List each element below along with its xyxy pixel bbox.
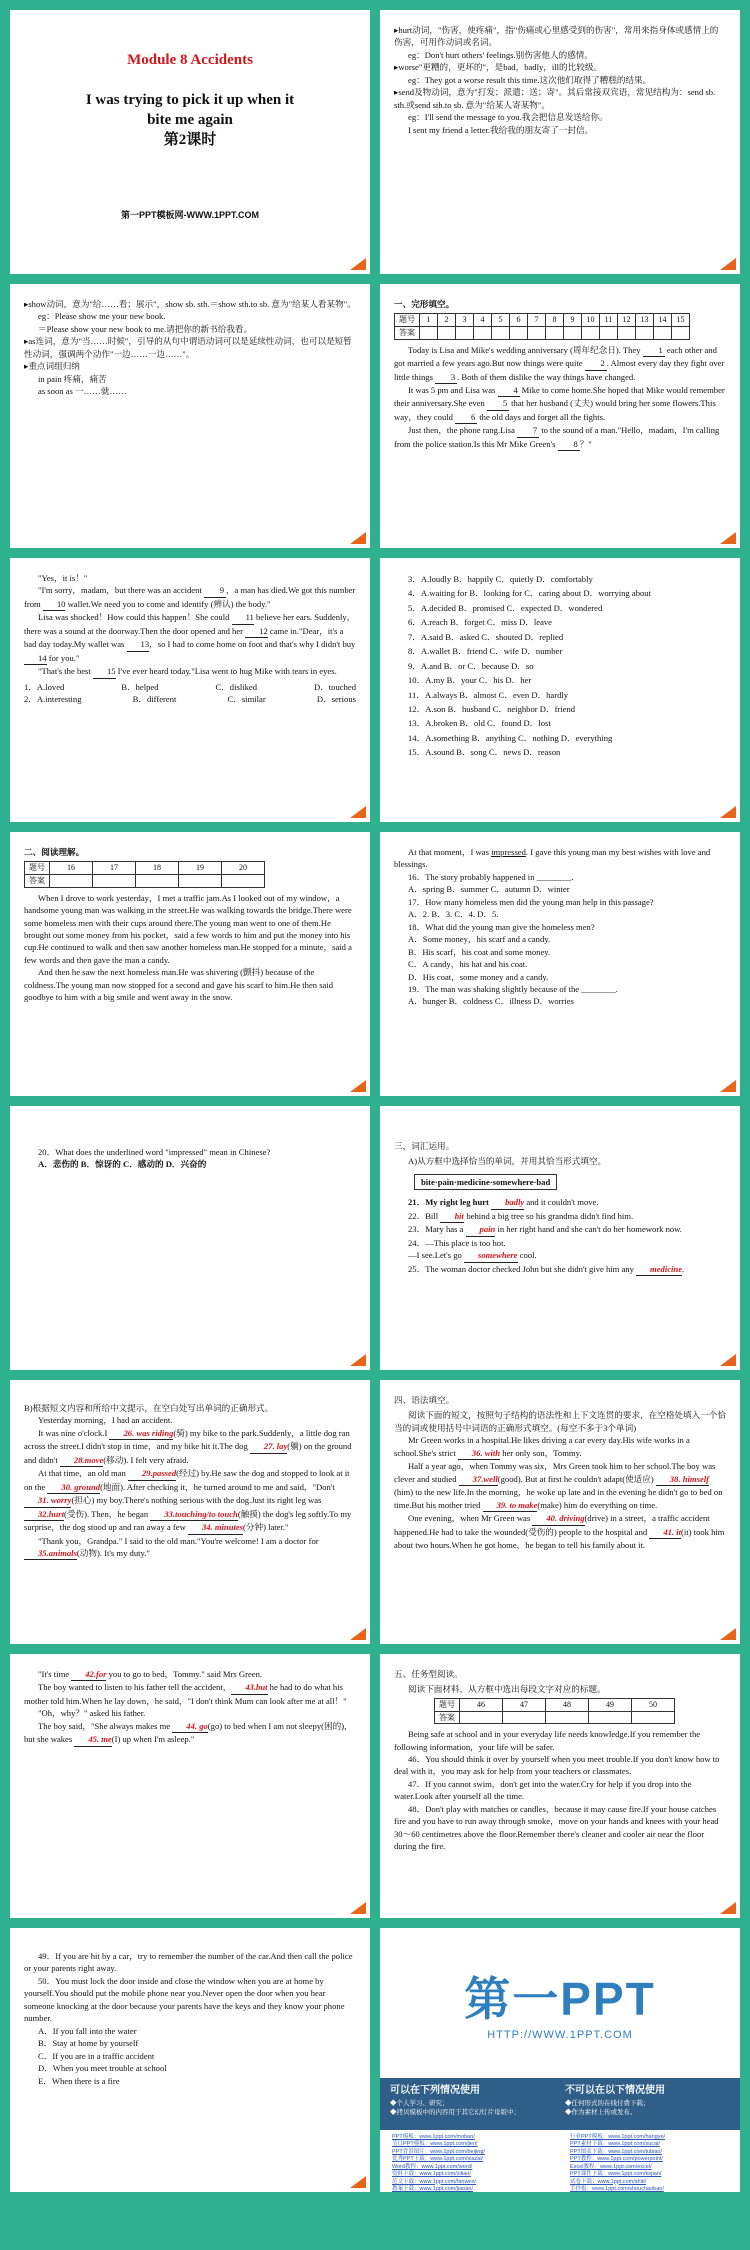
title-line-1: I was trying to pick it up when it (85, 91, 295, 108)
passage-paragraph-2: At that time，an old man 29.passed(经过) by.He saw the dog and stopped to look at it on the 30. ground(地面). After checking it，he turned around to me and said，"Don't 31. worry(担心) my boy.There's nothing serious with the dog.Just its right leg was 32.hurt(受伤). Then，he began 33.touching/to touch(触摸) the dog's leg softly.To my surprise，the dog stood up and ran away a few 34. minutes(分钟) later." (24, 1467, 356, 1534)
item-21: 21．My right leg hurt badly and it couldn't move. (394, 1196, 726, 1209)
underlined-word: impressed (491, 847, 526, 857)
table-number-cell: 10 (582, 314, 600, 327)
corner-decoration (720, 1628, 736, 1640)
corner-decoration (350, 1628, 366, 1640)
brand-logo: 第一PPT (464, 1973, 656, 2025)
lesson-number: 第2课时 (163, 132, 217, 149)
slide-reading-2 (380, 832, 740, 1096)
brand-header (380, 1928, 740, 2078)
option-line: 14．A.something B．anything C．nothing D．everything (408, 732, 613, 743)
cloze-paragraph-5: "I'm sorry，madam，but there was an accident 9 ，a man has died.We got this number from 10 wallet.We need you to come and identify (辨认) the body." (24, 584, 356, 611)
slide-reading-3 (10, 1106, 370, 1370)
table-number-cell: 4 (474, 314, 492, 327)
slide-vocab-exercise-b (10, 1380, 370, 1644)
link-list (380, 2130, 740, 2192)
corner-decoration (350, 1902, 366, 1914)
cloze-paragraph-6: Lisa was shocked！How could this happen！She could 11 believe her ears. Suddenly，there was a sound at the doorway.Then the door opened and her 12 came in."Dear，it's a bad day today.My wallet was 13，so I had to come home on foot and that's why I didn't buy 14 for you." (24, 611, 356, 665)
resource-link[interactable]: PPT背景图片：www.1ppt.com/beijing/ (392, 2148, 485, 2155)
table-answer-cell[interactable] (636, 327, 654, 340)
table-answer-cell[interactable] (456, 327, 474, 340)
option-line: 4．A.waiting for B．looking for C．caring about D．worrying about (408, 588, 651, 599)
lesson-title (24, 90, 356, 151)
resource-link[interactable]: 试卷下载：www.1ppt.com/shiti/ (570, 2178, 647, 2185)
allowed-usage: 可以在下列情况使用 ◆个人学习、研究； ◆拷贝模板中的内容用于其它幻灯片母版中； (390, 2085, 520, 2116)
option-c: C．If you are in a traffic accident (38, 2050, 155, 2061)
table-answer-cell[interactable] (528, 327, 546, 340)
question-17: 17．How many homeless men did the young man help in this passage? (408, 896, 654, 907)
corner-decoration (720, 806, 736, 818)
section-instruction: 阅读下面的短文，按照句子结构的语法性和上下文连贯的要求，在空格处填入一个恰当的词或使用括号中词语的正确形式填空。(每空不多于3个单词) (394, 1410, 726, 1433)
question-16: 16．The story probably happened in ________． (408, 871, 580, 882)
table-answer-cell[interactable] (632, 1711, 675, 1724)
passage-line-1: Yesterday morning，I had an accident. (38, 1415, 173, 1426)
option-18d: D．His coat，some money and a candy. (408, 971, 549, 982)
option-line: 8．A.wallet B．friend C．wife D．number (408, 646, 563, 657)
resource-link[interactable]: PPT模板：www.1ppt.com/moban/ (392, 2134, 475, 2140)
slide-vocab-exercise-a (380, 1106, 740, 1370)
example-send-2: I sent my friend a letter.我给我的朋友寄了一封信。 (408, 124, 594, 135)
phrase-heading: ▸重点词组归纳 (24, 361, 80, 372)
section-instruction: A)从方框中选择恰当的单词，并用其恰当形式填空。 (408, 1156, 607, 1167)
table-number-cell: 8 (546, 314, 564, 327)
table-number-cell: 20 (222, 862, 265, 875)
corner-decoration (720, 532, 736, 544)
table-answer-cell[interactable] (460, 1711, 503, 1724)
table-answer-cell[interactable] (50, 875, 93, 888)
option-line: 9．A.and B．or C．because D．so (408, 660, 534, 671)
resource-link[interactable]: PPT素材下载：www.1ppt.com/sucai/ (570, 2141, 660, 2148)
answer-table (434, 1698, 675, 1724)
table-answer-cell[interactable] (546, 327, 564, 340)
table-number-cell: 7 (528, 314, 546, 327)
slide-title (10, 10, 370, 274)
resource-link[interactable]: 教案下载：www.1ppt.com/jiaoan/ (392, 2185, 473, 2192)
options-20: A．悲伤的 B．惊讶的 C．感动的 D．兴奋的 (38, 1159, 207, 1170)
table-header-label: 题号 (435, 1698, 460, 1711)
title-line-2: bite me again (147, 112, 233, 128)
option-line: 3．A.loudly B．happily C．quietly D．comfortably (408, 574, 593, 584)
slide-task-reading-1 (380, 1654, 740, 1918)
option-line: 7．A.said B．asked C．shouted D．replied (408, 631, 564, 642)
table-header-label: 题号 (395, 314, 420, 327)
table-number-cell: 17 (93, 862, 136, 875)
table-answer-cell[interactable] (474, 327, 492, 340)
table-answer-cell[interactable] (654, 327, 672, 340)
table-number-cell: 18 (136, 862, 179, 875)
options-list (394, 572, 726, 760)
slide-grammar-2 (10, 1654, 370, 1918)
option-e: E．When there is a fire (38, 2075, 120, 2086)
example-hurt: eg：Don't hurt others' feelings.别伤害他人的感情。 (408, 49, 593, 60)
grammar-paragraph-5: The boy wanted to listen to his father tell the accident， 43.but he had to do what his mother told him.When he lay down，he said，"I don't think Mum can look after me at all！" (24, 1682, 347, 1706)
corner-decoration (350, 258, 366, 270)
answer-table (394, 313, 690, 339)
table-answer-label: 答案 (395, 327, 420, 340)
item-24-reply: —I see.Let's go somewhere cool. (394, 1249, 726, 1262)
grammar-paragraph-4: "It's time 42.for you to go to bed，Tommy." said Mrs Green. (24, 1668, 356, 1681)
example-show-2: ＝Please show your new book to me.请把你的新书给我看。 (38, 323, 253, 334)
resource-link[interactable]: 行业PPT模板：www.1ppt.com/hangye/ (570, 2134, 666, 2140)
section-heading: 一、完形填空。 (394, 299, 455, 309)
corner-decoration (350, 532, 366, 544)
cloze-paragraph-2: It was 5 pm and Lisa was 4 Mike to come home.She hoped that Mike would remember their anniversary.She even 5 that her husband (丈夫) would bring her some flowers.This way，they could 6 the old days and forget all the fights. (394, 384, 726, 424)
table-number-cell: 48 (546, 1698, 589, 1711)
option-line: 6．A.reach B．forget C．miss D．leave (408, 617, 552, 628)
table-answer-cell[interactable] (136, 875, 179, 888)
grammar-paragraph-2: Half a year ago，when Tommy was six，Mrs Green took him to her school.The boy was clever and studied 37.well(good). But at first he couldn't adapt(使适应) 38. himself(him) to the new life.In the morning，he woke up late and in the evening he didn't go to bed on time.But his mother tried 39. to make(make) him do everything on time. (394, 1460, 726, 1512)
resource-link[interactable]: 资料下载：www.1ppt.com/ziliao/ (392, 2171, 471, 2178)
note-worse: ▸worse"更糟的，更坏的"，是bad，badly，ill的比较级。 (394, 62, 603, 73)
table-answer-cell[interactable] (546, 1711, 589, 1724)
table-number-cell: 46 (460, 1698, 503, 1711)
option-line: 5．A.decided B．promised C．expected D．wondered (408, 602, 603, 613)
options-17: A．2. B．3. C．4. D．5. (408, 909, 499, 920)
question-1-options: 1．A.loved B．helped C．disliked D．touched (24, 681, 356, 692)
table-number-cell: 14 (654, 314, 672, 327)
reading-paragraph-2: And then he saw the next homeless man.He was shivering (颤抖) because of the coldness.The young man now stopped for a second and gave his scarf to him.He then said goodbye to him with a big smile and went away in the snow. (24, 967, 334, 1003)
table-number-cell: 2 (438, 314, 456, 327)
resource-link[interactable]: PPT教程：www.1ppt.com/powerpoint/ (570, 2156, 663, 2163)
passage-paragraph-1: It was nine o'clock.I 26. was riding(骑) my bike to the park.Suddenly，a little dog ran across the street.I didn't stop in time，and my bike hit it.The dog 27. lay(躺) on the ground and didn't 28.move(移动). I felt very afraid. (24, 1427, 356, 1467)
section-instruction: B)根据短文内容和所给中文提示，在空白处写出单词的正确形式。 (24, 1403, 274, 1413)
table-answer-cell[interactable] (589, 1711, 632, 1724)
item-22: 22．Bill bit behind a big tree so his grandma didn't find him. (394, 1210, 726, 1223)
corner-decoration (720, 1902, 736, 1914)
table-number-cell: 19 (179, 862, 222, 875)
section-heading: 五、任务型阅读。 (394, 1669, 463, 1679)
table-number-cell: 11 (600, 314, 618, 327)
word-box: bite·pain·medicine·somewhere·bad (414, 1174, 557, 1190)
section-heading: 三，词汇运用。 (394, 1141, 455, 1151)
table-number-cell: 9 (564, 314, 582, 327)
usage-bar (380, 2078, 740, 2130)
passage-paragraph-3: "Thank you，Grandpa." I said to the old man."You're welcome! I am a doctor for 35.animals(动物). It's my duty." (24, 1535, 356, 1561)
question-18: 18．What did the young man give the homeless men? (408, 921, 595, 932)
table-number-cell: 50 (632, 1698, 675, 1711)
resource-link[interactable]: 手抄报：www.1ppt.com/shouchaobao/ (570, 2185, 664, 2192)
option-line: 10．A.my B．your C．his D．her (408, 675, 532, 686)
slide-brand (380, 1928, 740, 2192)
option-line: 12．A.son B．husband C．neighbor D．friend (408, 703, 576, 714)
item-25: 25．The woman doctor checked John but she didn't give him any medicine. (394, 1263, 726, 1276)
phrase-as-soon-as: as soon as 一……就…… (38, 386, 127, 397)
answer-table (24, 861, 265, 887)
options-19: A．hunger B．coldness C．illness D．worries (408, 996, 574, 1007)
module-title: Module 8 Accidents (127, 52, 253, 68)
slide-cloze-1 (380, 284, 740, 548)
table-header-label: 题号 (25, 862, 50, 875)
task-paragraph-48: 48．Don't play with matches or candles，because it may cause fire.If your house catches fire and you have to run away through smoke，move on your hands and knees with your head 30～60 centimetres above the floor.Remember there's cleaner and cooler air near the floor during the fire. (394, 1803, 719, 1852)
corner-decoration (350, 1080, 366, 1092)
table-number-cell: 3 (456, 314, 474, 327)
grammar-paragraph-6: "Oh，why？" asked his father. (38, 1708, 146, 1719)
cloze-paragraph-7: "That's the best 15 I've ever heard today."Lisa went to hug Mike with tears in eyes. (24, 665, 356, 678)
table-number-cell: 16 (50, 862, 93, 875)
resource-link[interactable]: 范文下载：www.1ppt.com/fanwen/ (392, 2178, 477, 2185)
slide-task-reading-2 (10, 1928, 370, 2192)
task-paragraph-46: 46．You should think it over by yourself when you meet trouble.If you don't know how to deal with it，you may ask for help from your teachers or classmates. (394, 1754, 720, 1777)
note-show: ▸show动词，意为"给……看；展示"，show sb. sth.＝show sth.to sb. 意为"给某人看某物"。 (24, 299, 356, 309)
table-number-cell: 13 (636, 314, 654, 327)
table-number-cell: 47 (503, 1698, 546, 1711)
slide-reading-1 (10, 832, 370, 1096)
section-heading: 四、语法填空。 (394, 1395, 455, 1405)
question-19: 19．The man was shaking slightly because of the ________. (408, 983, 618, 994)
grammar-paragraph-1: Mr Green works in a hospital.He likes driving a car every day.His wife works in a school.She's strict 36. with her only son，Tommy. (394, 1434, 726, 1460)
resource-link[interactable]: 优秀PPT下载：www.1ppt.com/xiazai/ (392, 2156, 484, 2163)
option-a: A．If you fall into the water (38, 2025, 137, 2036)
options-16: A．spring B．summer C．autumn D．winter (408, 884, 570, 895)
table-number-cell: 1 (420, 314, 438, 327)
task-paragraph-47: 47．If you cannot swim，don't get into the water.Cry for help if you drop into the water.Look after yourself all the time. (394, 1778, 692, 1802)
corner-decoration (720, 1080, 736, 1092)
option-line: 11．A.always B．almost C．even D．hardly (408, 689, 569, 700)
table-number-cell: 49 (589, 1698, 632, 1711)
option-b: B．Stay at home by yourself (38, 2038, 139, 2049)
table-answer-cell[interactable] (222, 875, 265, 888)
resource-link[interactable]: PPT课件下载：www.1ppt.com/kejian/ (570, 2171, 662, 2178)
resource-link[interactable]: 节日PPT模板：www.1ppt.com/jieri/ (392, 2141, 478, 2148)
table-number-cell: 5 (492, 314, 510, 327)
option-line: 13．A.broken B．old C．found D．lost (408, 718, 551, 729)
table-answer-cell[interactable] (564, 327, 582, 340)
reading-paragraph-3: At that moment，I was impressed. I gave this young man my best wishes with love and blessings. (394, 847, 711, 870)
table-number-cell: 6 (510, 314, 528, 327)
corner-decoration (350, 2176, 366, 2188)
slide-cloze-2 (10, 558, 370, 822)
question-2-options: 2．A.interesting B．different C．similar D．serious (24, 694, 356, 705)
table-answer-label: 答案 (435, 1711, 460, 1724)
table-answer-cell[interactable] (179, 875, 222, 888)
table-answer-cell[interactable] (438, 327, 456, 340)
note-hurt: ▸hurt动词，"伤害，使疼痛"，指"伤痛或心里感受到的伤害"，常用来指身体或感情上的伤害，可用作动词或名词。 (394, 25, 719, 48)
reading-paragraph-1: When I drove to work yesterday，I met a traffic jam.As I looked out of my window，a handsome young man was walking in the street.He was walking towards the bridge.There were some homeless men with their cups around there.The young man went to one of them.He brought out some money from his pocket，said a few words to him and put the money into his cup.He continued to walk and then saw another homeless man.He stopped for a minute，said a few words and then gave the man a candy. (24, 892, 352, 965)
note-send: ▸send及物动词，意为"打发；派遣；送；寄"。其后常接双宾语，常见结构为：send sb. sth.或send sth.to sb. 意为"给某人寄某物"。 (394, 87, 716, 110)
task-paragraph-50: 50．You must lock the door inside and close the window when you are at home by yourself.You should put the mobile phone near you.Never open the door when you hear someone knocking at the door because your parents have the keys and they know your phone number. (24, 1975, 345, 2024)
note-as: ▸as连词，意为"当……时候"，引导的从句中谓语动词可以是延续性动词，也可以是短暂性动词，强调两个动作"一边……一边……"。 (24, 336, 352, 359)
cloze-paragraph-1: Today is Lisa and Mike's wedding anniversary (周年纪念日). They 1 each other and got married a few years ago.But now things were quite 2 . Almost every day they fight over little things 3 . Both of them dislike the way things have changed. (394, 344, 726, 384)
table-answer-cell[interactable] (672, 327, 690, 340)
task-paragraph-intro: Being safe at school and in your everyday life needs knowledge.If you remember the following information，your life will be safer. (394, 1729, 701, 1752)
corner-decoration (720, 258, 736, 270)
example-send-1: eg：I'll send the message to you.我会把信息发送给你。 (408, 112, 608, 123)
table-answer-cell[interactable] (510, 327, 528, 340)
slide-grammar-1 (380, 1380, 740, 1644)
cloze-paragraph-4: "Yes，it is！" (38, 573, 88, 583)
slide-vocab-show (10, 284, 370, 548)
table-answer-cell[interactable] (492, 327, 510, 340)
resource-link[interactable]: PPT图表下载：www.1ppt.com/tubiao/ (570, 2148, 663, 2155)
slide-vocab-hurt (380, 10, 740, 274)
footer-brand: 第一PPT模板网-WWW.1PPT.COM (121, 209, 259, 220)
section-instruction: 阅读下面材料，从方框中选出每段文字对应的标题。 (408, 1684, 606, 1695)
grammar-paragraph-7: The boy said，"She always makes me 44. go(go) to bed when I am not sleepy(困的)，but she wakes 45. me(I) up when I'm asleep." (24, 1720, 356, 1747)
question-20: 20．What does the underlined word "impressed" mean in Chinese? (38, 1147, 271, 1157)
forbidden-usage: 不可以在以下情况使用 ◆任何形式的在线付费下载； ◆作为素材上传或发布。 (565, 2085, 665, 2116)
option-line: 15．A.sound B．song C．news D．reason (408, 747, 561, 758)
option-d: D．When you meet trouble at school (38, 2063, 167, 2074)
item-23: 23．Mary has a pain in her right hand and she can't do her homework now. (394, 1223, 726, 1236)
corner-decoration (350, 1354, 366, 1366)
table-number-cell: 12 (618, 314, 636, 327)
brand-url[interactable]: HTTP://WWW.1PPT.COM (487, 2029, 633, 2041)
task-paragraph-49: 49．If you are hit by a car，try to remember the number of the car.And then call the police or your parents right away. (24, 1951, 353, 1974)
option-18c: C．A candy，his hat and his coat. (408, 959, 528, 970)
grammar-paragraph-3: One evening，when Mr Green was 40. driving(drive) in a street，a traffic accident happened.He had to take the wounded(受伤的) people to the hospital and 41. it(it) took him about two hours.When he got home，he began to tell his family about it. (394, 1513, 725, 1550)
item-24: 24．—This place is too hot. (408, 1237, 506, 1248)
table-answer-label: 答案 (25, 875, 50, 888)
example-show-1: eg：Please show me your new book. (38, 311, 166, 322)
table-answer-cell[interactable] (600, 327, 618, 340)
phrase-in-pain: in pain 疼痛，痛苦 (38, 373, 107, 384)
corner-decoration (720, 1354, 736, 1366)
table-answer-cell[interactable] (618, 327, 636, 340)
slide-cloze-options (380, 558, 740, 822)
table-answer-cell[interactable] (582, 327, 600, 340)
table-answer-cell[interactable] (93, 875, 136, 888)
example-worse: eg：They got a worse result this time.这次他们取得了糟糕的结果。 (408, 74, 652, 85)
option-18b: B．His scarf，his coat and some money. (408, 946, 551, 957)
table-answer-cell[interactable] (503, 1711, 546, 1724)
links-right (570, 2134, 740, 2192)
option-18a: A．Some money，his scarf and a candy. (408, 934, 551, 945)
links-left (392, 2134, 562, 2192)
resource-link[interactable]: Word教程：www.1ppt.com/word/ (392, 2163, 473, 2170)
section-heading: 二、阅读理解。 (24, 847, 85, 857)
corner-decoration (350, 806, 366, 818)
table-answer-cell[interactable] (420, 327, 438, 340)
cloze-paragraph-3: Just then，the phone rang.Lisa 7 to the sound of a man."Hello，madam，I'm calling from the police station.Is this Mr Mike Green's 8 ？" (394, 424, 726, 451)
table-number-cell: 15 (672, 314, 690, 327)
resource-link[interactable]: Excel教程：www.1ppt.com/excel/ (570, 2163, 652, 2170)
